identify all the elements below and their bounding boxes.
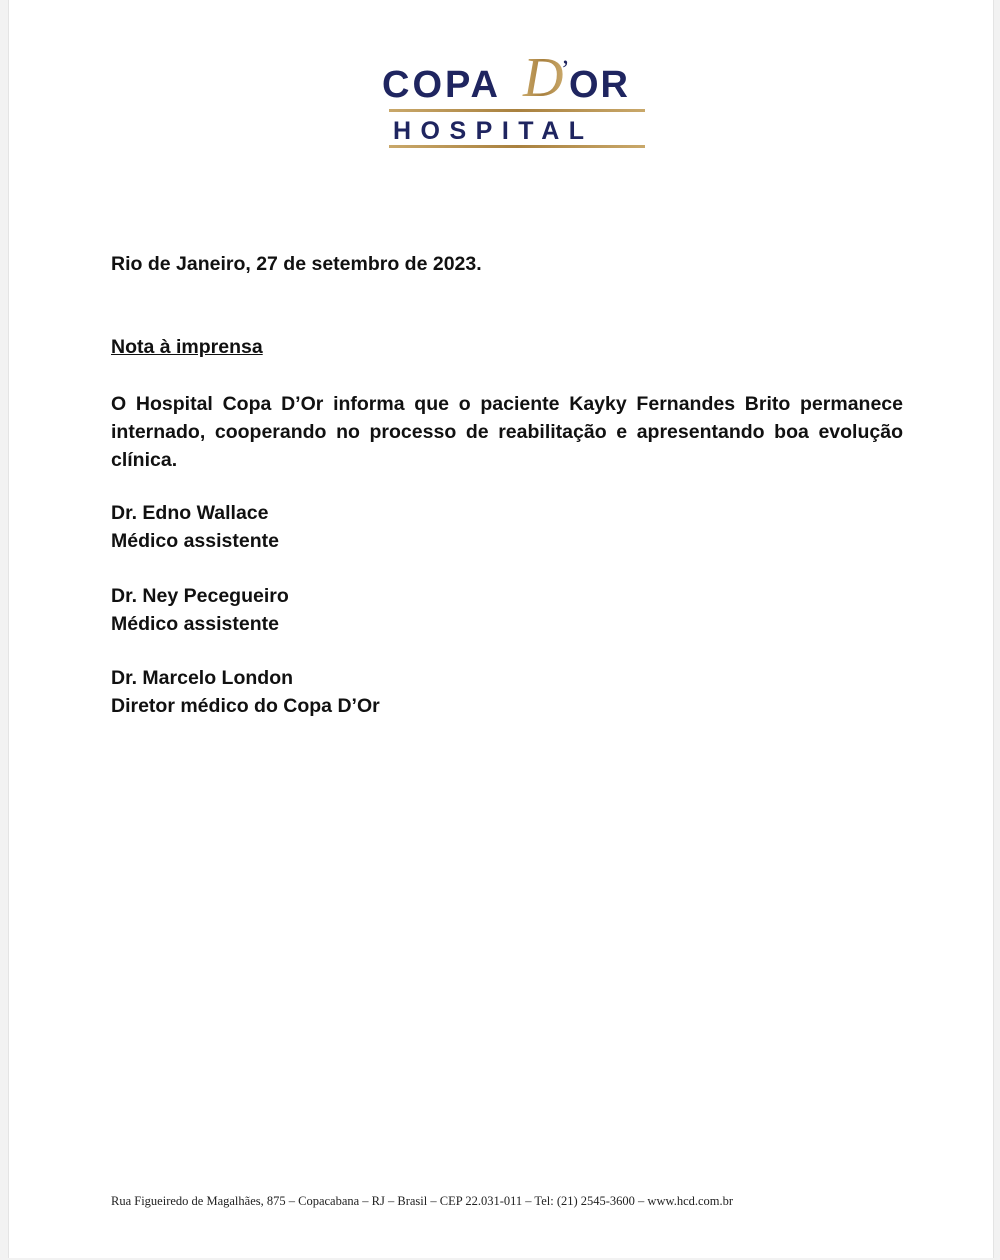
logo-rule-bottom bbox=[389, 145, 645, 148]
logo-hospital-text: HOSPITAL bbox=[393, 117, 594, 145]
svg-text:’: ’ bbox=[561, 55, 570, 84]
document-page bbox=[8, 0, 994, 1258]
logo-rule-top bbox=[389, 109, 645, 112]
signature-name: Dr. Edno Wallace bbox=[111, 502, 269, 524]
signature-role: Médico assistente bbox=[111, 612, 279, 635]
letter-heading: Nota à imprensa bbox=[111, 336, 263, 358]
logo-copa-text: COPA bbox=[382, 64, 501, 106]
signature-block bbox=[111, 500, 911, 555]
signature-role: Diretor médico do Copa D’Or bbox=[111, 694, 380, 717]
letter-paragraph: O Hospital Copa D’Or informa que o paciente Kayky Fernandes Brito permanece internado, cooperando no processo de reabilitação e apresentando boa evolução clínica. bbox=[111, 393, 903, 471]
signature-block bbox=[111, 665, 911, 720]
footer-address: Rua Figueiredo de Magalhães, 875 – Copacabana – RJ – Brasil – CEP 22.031-011 – Tel: (21) 2545-3600 – www.hcd.com.br bbox=[111, 1194, 734, 1208]
signature-name: Dr. Ney Pecegueiro bbox=[111, 585, 289, 607]
logo-or-text: OR bbox=[569, 64, 630, 106]
logo-script-d: D bbox=[523, 52, 564, 109]
signature-role: Médico assistente bbox=[111, 529, 279, 552]
hospital-logo bbox=[381, 52, 649, 154]
signature-block bbox=[111, 583, 911, 638]
signature-name: Dr. Marcelo London bbox=[111, 667, 294, 689]
letter-date: Rio de Janeiro, 27 de setembro de 2023. bbox=[111, 253, 482, 275]
